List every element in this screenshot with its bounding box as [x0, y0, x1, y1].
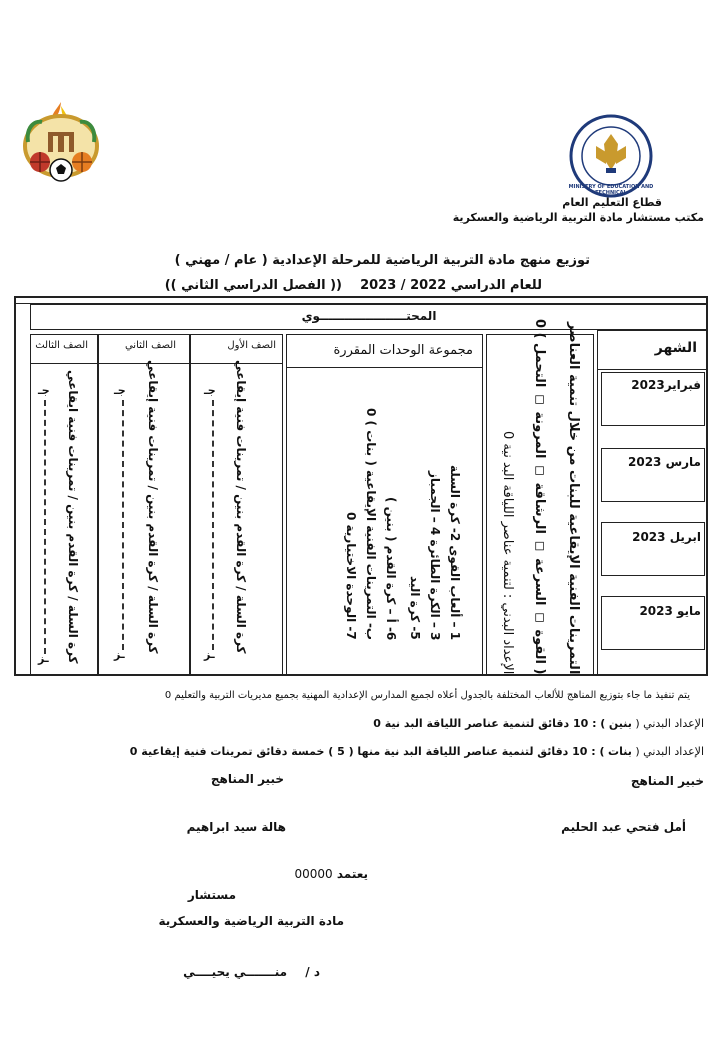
- grade1-content: كرة السلة / كرة القدم بنين / تمرينات فنية إيقاعي: [234, 360, 248, 654]
- unit-5: 5- كرة اليد: [408, 576, 422, 640]
- girls-prefix: الإعداد البدني (: [635, 745, 704, 758]
- grade1-arrow: [212, 400, 215, 650]
- grade1-bottom-mark: ـز: [204, 648, 215, 661]
- grade1-header: الصف الأول: [227, 340, 276, 351]
- document-title: توزيع منهج مادة التربية الرياضية للمرحلة الإعدادية ( عام / مهني ): [174, 253, 590, 268]
- girls-word: بنات: [608, 745, 632, 758]
- school-year: للعام الدراسي 2022 / 2023: [360, 278, 542, 293]
- grade1-top-mark: جـ: [204, 384, 216, 397]
- boys-rest: ) : 10 دقائق لتنمية عناصر اللياقة البد نية 0: [373, 717, 606, 730]
- approve-label: [294, 867, 368, 881]
- grade2-content: كرة السلة / كرة القدم بنين / تمرينات فنية إيقاعي: [146, 360, 160, 654]
- exercises-line3: الإعداد البدني : لتنمية عناصر اللياقة البد نية 0: [500, 430, 515, 674]
- term-label: (( الفصل الدراسي الثاني )): [164, 278, 342, 293]
- advisor-name: منـــــــي يحيــــي: [183, 965, 288, 979]
- grade2-arrow: [122, 400, 125, 650]
- exercises-line2: ( القوة ◻ السرعة ◻ الرشاقة ◻ المرونة ◻ التحمل ) 0: [532, 318, 547, 674]
- units-header: مجموعة الوحدات المقررة: [333, 343, 473, 358]
- grade3-content: كرة السلة / كرة القدم بنين / تمرينات فنية ايقاعي: [66, 370, 80, 664]
- expert-title-left: خبير المناهج: [210, 772, 284, 786]
- unit-3-4: 3 – الكرة الطائرة 4 – الجمباز: [428, 470, 442, 640]
- unit-7: 7- الوحدة الاختيارية 0: [344, 512, 358, 640]
- month-mar: مارس 2023: [628, 455, 701, 469]
- month-may: مايو 2023: [639, 604, 701, 618]
- advisor-signature: [183, 965, 320, 979]
- advisor-title: مستشار: [187, 888, 236, 902]
- unit-6a: 6- أ – كرة القدم ( بنين ): [384, 496, 398, 640]
- boys-word: بنين: [608, 717, 632, 730]
- grade2-header: الصف الثاني: [124, 340, 176, 351]
- sports-logo: [20, 98, 102, 190]
- exercises-line1: التمرينات الفنية الإيقاعية للبنات من خلال تنمية العناصر: [566, 321, 581, 674]
- month-header: الشهر: [654, 340, 697, 356]
- approve-dots: 00000: [294, 867, 333, 881]
- grade2-bottom-mark: ـز: [114, 648, 125, 661]
- girls-prep-note: [130, 745, 704, 758]
- seal-caption: MINISTRY OF EDUCATION AND TECHNICAL: [568, 184, 654, 196]
- implementation-note: يتم تنفيذ ما جاء بتوزيع المناهج للألعاب المختلفة بالجدول أعلاه لجميع المدارس الإعدادية المهنية بجميع مديريات التربية والتعليم 0: [164, 690, 690, 701]
- grade3-arrow: [44, 400, 47, 654]
- table-top-strip: [14, 296, 708, 304]
- ministry-seal-logo: [562, 112, 660, 200]
- grade2-top-mark: جـ: [114, 384, 126, 397]
- month-apr: ابريل 2023: [632, 530, 701, 544]
- grade3-header: الصف الثالث: [35, 340, 88, 351]
- grade3-top-mark: جـ: [38, 384, 50, 397]
- approve-word: يعتمد: [336, 867, 368, 881]
- expert-name-left: هالة سيد ابراهيم: [186, 820, 286, 834]
- office-label: مكتب مستشار مادة التربية الرياضية والعسكرية: [452, 211, 704, 224]
- expert-name-right: أمل فتحي عبد الحليم: [561, 820, 686, 834]
- advisor-prefix: د /: [305, 965, 320, 979]
- girls-rest: ) : 10 دقائق لتنمية عناصر اللياقة البد نية منها ( 5 ) خمسة دقائق تمرينات فنية إيقاعية 0: [129, 745, 605, 758]
- unit-1-2: 1 – ألعاب القوى 2- كرة السلة: [448, 464, 462, 640]
- boys-prefix: الإعداد البدني (: [635, 717, 704, 730]
- sector-label: قطاع التعليم العام: [562, 196, 662, 209]
- boys-prep-note: [373, 717, 704, 730]
- advisor-subject: مادة التربية الرياضية والعسكرية: [158, 914, 344, 928]
- grade2-column: [98, 334, 190, 676]
- month-feb: فبراير2023: [631, 378, 701, 392]
- expert-title-right: خبير المناهج: [630, 774, 704, 788]
- grade3-bottom-mark: ـز: [38, 652, 49, 665]
- unit-6b: ب- التمرينات الفنية الإيقاعية ( بنات ) 0: [364, 408, 378, 640]
- content-header: المحتـــــــــــــــــــــوي: [301, 309, 437, 323]
